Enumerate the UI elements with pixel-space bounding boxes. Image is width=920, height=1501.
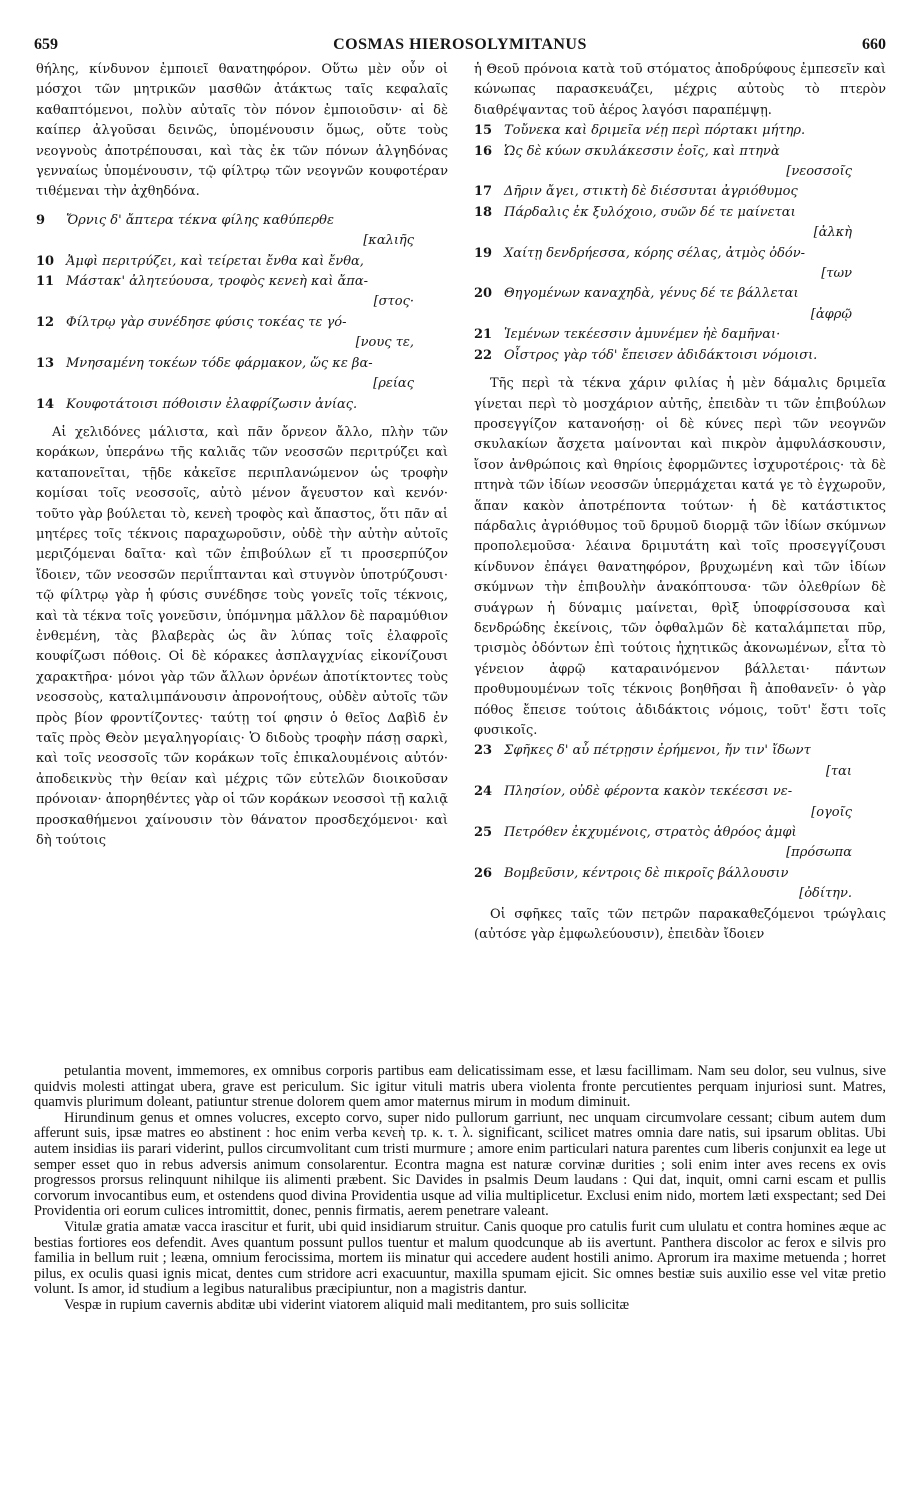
verse-line <box>36 354 448 374</box>
verse-text: Βομβεῦσιν, κέντροις δὲ πικροῖς βάλλουσιν <box>504 865 789 881</box>
verse-text: Σφῆκες δ' αὖ πέτρῃσιν ἐρήμενοι, ἤν τιν' ἴδωντ <box>504 743 811 759</box>
verse-number: 24 <box>474 784 493 800</box>
latin-paragraph: petulantia movent, immemores, ex omnibus corporis partibus eam delicatissimam esse, et læsu facillimam. Nam seu dolor, seu vulnus, sive quidvis molesti attingat ubera, grave est periculum. Sic igitur vituli matris ubera violenta fronte percutientes perquam injuriosi sunt. Matres, quamvis plurimum doleant, patiuntur strenue dolorem quem amor maternus mirum in modum diminuit. <box>34 1063 886 1111</box>
verse-text: Ἱεμένων τεκέεσσιν ἀμυνέμεν ἠὲ δαμῆναι· <box>504 327 781 343</box>
verse-line <box>474 244 886 264</box>
verse-continuation: [ἀλκὴ <box>813 225 852 241</box>
running-title: COSMAS HIEROSOLYMITANUS <box>333 36 587 53</box>
page-number-left: 659 <box>34 36 58 53</box>
verse-line <box>474 284 886 304</box>
verse-text: Δῆριν ἄγει, στικτὴ δὲ διέσσυται ἀγριόθυμος <box>504 184 798 200</box>
verse-number: 25 <box>474 825 493 841</box>
greek-prose-paragraph: Αἱ χελιδόνες μάλιστα, καὶ πᾶν ὄρνεον ἄλλο, πλὴν τῶν κοράκων, ὑπεράνω τῆς καλιᾶς τῶν νεοσσῶν περιτρύζει καὶ καταπονεῖται, τῇδε κἀκεῖσε περιπλανώμενον ὡς τροφὴν κομίσαι τοῖς νεοσσοῖς, αὐτὸ μένον ἄγευστον καὶ κενόν· τοῦτο γὰρ βούλεται τὸ, κενεὴ τροφὸς καὶ ἄπαστος, ὅτι πᾶν αἱ μητέρες τοῖς τέκνοις παραχωροῦσιν, οὐδὲ τὴν αὐτὴν αὐτοῖς μεριζόμεναι δαῖτα· καὶ τῶν ἐπιβούλων εἴ τι προσερπύζον ἴδοιεν, τῶν νεοσσῶν περιΐπτανται καὶ στυγνὸν ὑποτρύζουσι· τῷ φίλτρῳ γὰρ ἡ φύσις συνέδησε τοὺς γονεῖς τοῖς τέκνοις, καὶ τὰ τέκνα τοῖς γονεῦσιν, ὑπόμνημα μᾶλλον δὲ παραμύθιον ἐνθεμένη, τὰς βλαβερὰς ὡς ἂν λύπας τοῖς ἐλαφροῖς κουφίζωσι πόθοις. Οἱ δὲ κόρακες ἀσπλαγχνίας εἰκονίζουσι χαρακτῆρα· μόνοι γὰρ τῶν ἄλλων ὀρνέων ἀποτίκτοντες τοὺς νεοσσοὺς, καταλιμπάνουσιν ἀπρονοήτους, οὐδὲν αὐτοῖς τῶν πρὸς βίον φροντίζοντες· ταύτῃ τοί φησιν ὁ θεῖος Δαβὶδ ἐν ταῖς πρὸς Θεὸν μεγαληγορίαις· Ὁ διδοὺς τροφὴν πάσῃ σαρκὶ, καὶ τοῖς νεοσσοῖς τῶν κοράκων τοῖς ἐπικαλουμένοις αὐτόν· ἀποδεικνὺς τὴν θείαν καὶ μέχρις τῶν εὐτελῶν διοικοῦσαν πρόνοιαν· ἀπορηθέντες γὰρ οἱ τῶν κοράκων νεοσσοὶ τῇ καλιᾷ προσκαθήμενοι χαίνουσιν τὸν θάνατον προσδεχόμενοι· καὶ δὴ τούτοις <box>36 424 448 849</box>
verse-text: Χαίτῃ δενδρήεσσα, κόρης σέλας, ἀτμὸς ὀδόν- <box>504 245 806 261</box>
verse-number: 20 <box>474 286 493 302</box>
running-header <box>34 36 886 56</box>
verse-text: Θηγομένων καναχηδὰ, γένυς δέ τε βάλλεται <box>504 286 799 302</box>
latin-paragraph: Vitulæ gratia amatæ vacca irascitur et furit, ubi quid insidiarum struitur. Canis quoque pro catulis furit cum ululatu et contra homines æque ac bestias fortiores eos defendit. Aves quantum possunt pullos tuentur et malum quodcunque ab iis avertunt. Panthera discolor ac ferox e silvis pro familia in bellum ruit ; leæna, omnium ferocissima, mortem iis minatur qui accedere audent hostili animo. Aprorum ira maxime metuenda ; horret pilus, ex oculis quasi ignis micat, dentes cum stridore acri exacuuntur, maxilla spumam ejicit. Sic omnes bestiæ suis auxilio esse vel vitæ pretio volunt. Is amor, id studium a legibus naturalibus præcipiuntur, non a magistris dantur. <box>34 1218 886 1298</box>
latin-translation <box>34 1064 886 1314</box>
verse-continuation: [ογοῖς <box>811 804 852 820</box>
verse-number: 22 <box>474 347 493 363</box>
verse-text: Ἀμφὶ περιτρύζει, καὶ τείρεται ἔνθα καὶ ἔνθα, <box>66 253 364 269</box>
verse-continuation: [ἀφρῷ <box>810 306 852 322</box>
greek-prose-paragraph: Οἱ σφῆκες ταῖς τῶν πετρῶν παρακαθεζόμενοι τρώγλαις (αὐτόσε γὰρ ἐμφωλεύουσιν), ἐπειδὰν ἴδοιεν <box>474 906 886 943</box>
verse-number: 18 <box>474 204 493 220</box>
verse-line <box>36 395 448 415</box>
verse-text: Ὄρνις δ' ἄπτερα τέκνα φίλης καθύπερθε <box>66 212 334 228</box>
verse-text: Οἶστρος γὰρ τόδ' ἔπεισεν ἀδιδάκτοισι νόμοισι. <box>504 347 818 363</box>
verse-continuation: [ται <box>825 763 852 779</box>
verse-text: Φίλτρῳ γὰρ συνέδησε φύσις τοκέας τε γό- <box>66 314 347 330</box>
verse-number: 14 <box>36 396 55 412</box>
verse-line <box>474 121 886 141</box>
verse-line <box>474 182 886 202</box>
greek-prose-paragraph: ἡ Θεοῦ πρόνοια κατὰ τοῦ στόματος ἀποδρύφους ἐμπεσεῖν καὶ κώνωπας παρασκευάζει, μέχρις αὐτοὺς τὸ πτερὸν διαθρέψαντας τοῦ ἀέρος λαγόσι παραπέμψῃ. <box>474 62 886 118</box>
verse-line <box>474 142 886 162</box>
verse-line <box>474 346 886 366</box>
verse-line <box>36 252 448 272</box>
verse-continuation: [ὀδίτην. <box>799 886 852 902</box>
verse-continuation: [νους τε, <box>355 335 414 351</box>
verse-text: Πάρδαλις ἐκ ξυλόχοιο, συῶν δέ τε μαίνεται <box>504 204 796 220</box>
verse-number: 17 <box>474 184 493 200</box>
verse-line <box>474 782 886 802</box>
verse-text: Τοὔνεκα καὶ δριμεῖα νέῃ περὶ πόρτακι μήτηρ. <box>504 123 806 139</box>
verse-line <box>474 741 886 761</box>
greek-prose-paragraph: Τῆς περὶ τὰ τέκνα χάριν φιλίας ἡ μὲν δάμαλις δριμεῖα γίνεται περὶ τὸ μοσχάριον αὐτῆς, ἐπειδὰν τι τῶν ἐπιβούλων προσεγγίζον κατανοήσῃ· οἱ δὲ κύνες περὶ τῶν νεογνῶν σκυλακίων ἄσχετα μαίνονται καὶ πικρὸν ἀμφυλάσκουσιν, ἴσον ἀνθρώποις καὶ θηρίοις ἐφορμῶντες ἰσχυροτέροις· τὰ δὲ πτηνὰ τῶν ἰδίων νεοσσῶν ὑπερμάχεται κατά γε τὸ ἐγχωροῦν, ἅπαν κακὸν ἀποτρέποντα τούτων· ἡ δὲ κατάστικτος πάρδαλις ἀγριόθυμος τοῦ δρυμοῦ διορμᾷ τῶν ἰδίων σκύμνων προπολεμοῦσα· λέαινα δριμυτάτη καὶ τοῖς προσεγγίζουσι κίνδυνον ἐπάγει θανατηφόρον, βρυχωμένη καὶ τῶν ἰδίων σκύμνων τὴν ἐπιβουλὴν ἀνακόπτουσα· τῶν ὀλεθρίων δὲ συάγρων ἡ δύναμις μαίνεται, θρὶξ ὑποφρίσσουσα καὶ δενδρώδης ἐκείνοις, τῶν ὀφθαλμῶν δὲ καταλάμπεται πῦρ, τρισμὸς ὀδόντων ἐπὶ τούτοις ἠχητικῶς ἀκονωμένων, εἶτα τὸ γένειον ἀφρῷ καταραινόμενον βάλλεται· πάντων προθυμουμένων τοῖς τέκνοις βοηθῆσαι ἢ ἀποθανεῖν· ὁ γὰρ πόθος ἔπεισε τούτοις ἀδιδάκτοις νόμοις, τοῦτ' ἔστι τοῖς φυσικοῖς. <box>474 376 886 738</box>
verse-continuation: [πρόσωπα <box>786 845 852 861</box>
left-column <box>36 60 448 851</box>
verse-line <box>474 203 886 223</box>
verse-text: Κουφοτάτοισι πόθοισιν ἐλαφρίζωσιν ἀνίας. <box>66 396 358 412</box>
verse-continuation: [νεοσσοῖς <box>786 164 852 180</box>
verse-line <box>36 313 448 333</box>
verse-continuation: [των <box>821 266 852 282</box>
verse-line <box>474 864 886 884</box>
verse-line <box>474 325 886 345</box>
verse-continuation: [στος· <box>373 294 414 310</box>
verse-number: 15 <box>474 123 493 139</box>
greek-prose-paragraph: θήλης, κίνδυνον ἐμποιεῖ θανατηφόρον. Οὕτω μὲν οὖν οἱ μόσχοι τῶν μητρικῶν μασθῶν ἀτάκτως ταῖς κεφαλαῖς καθαπτόμενοι, πολὺν αὐταῖς τὸν πόνον ἐμποιοῦσιν· αἱ δὲ καίπερ ἀλγοῦσαι δεινῶς, ὑπομένουσιν ὅμως, οὔτε τοὺς νεογνοὺς ἀποτρέπουσαι, καὶ τὰς ἐκ τῶν πόνων ἀλγηδόνας γενναίως ὑπομένουσιν, τῷ φίλτρῳ τῶν νεογνῶν κουφοτέραν τιθέμεναι τὴν ἀχθηδόνα. <box>36 62 448 200</box>
verse-text: Μνησαμένη τοκέων τόδε φάρμακον, ὥς κε βα- <box>66 355 373 371</box>
verse-line <box>36 272 448 292</box>
verse-number: 13 <box>36 355 55 371</box>
verse-number: 21 <box>474 327 493 343</box>
page-number-right: 660 <box>862 36 886 53</box>
verse-line <box>474 823 886 843</box>
verse-text: Πετρόθεν ἐκχυμένοις, στρατὸς ἀθρόος ἀμφὶ <box>504 825 797 841</box>
verse-number: 12 <box>36 314 55 330</box>
verse-number: 11 <box>36 274 55 290</box>
latin-paragraph: Hirundinum genus et omnes volucres, excepto corvo, super nido pullorum garriunt, nec unquam circumvolare cessant; cibum autem dum afferunt suis, ipsæ matres eo abstinent : hoc enim verba κενεὴ τρ. κ. τ. λ. significant, scilicet matres omnia dare natis, sui ipsarum oblitas. Ubi autem insidias iis parari viderint, pullos circumvolitant cum tristi murmure ; amore enim particulari natura parentes cum liberis conjunxit ea lege ut semper esset quo in rebus adversis animum consolarentur. Econtra magna est naturæ corvinæ durities ; soli enim inter aves recens ex ovis progressos prorsus relinquunt nihilque iis alimenti præbent. Sic Davides in psalmis Deum laudans : Qui dat, inquit, omni carni escam et pullis corvorum invocantibus eum, et ostendens quod divina Providentia usque ad vilia multiplicetur. Exclusi enim nido, mortem læti exspectant; sed Dei Providentia ori eorum culices intromittit, donec, pennis firmatis, aerem penetrare valeant. <box>34 1109 886 1220</box>
right-column <box>474 60 886 945</box>
verse-number: 10 <box>36 253 55 269</box>
verse-number: 9 <box>36 212 46 228</box>
verse-continuation: [καλιῆς <box>363 233 414 249</box>
verse-number: 23 <box>474 743 493 759</box>
verse-continuation: [ρείας <box>373 376 414 392</box>
verse-number: 19 <box>474 245 493 261</box>
verse-text: Πλησίον, οὐδὲ φέροντα κακὸν τεκέεσσι νε- <box>504 784 793 800</box>
verse-text: Μάστακ' ἀλητεύουσα, τροφὸς κενεὴ καὶ ἄπα- <box>66 274 369 290</box>
verse-number: 26 <box>474 865 493 881</box>
latin-paragraph: Vespæ in rupium cavernis abditæ ubi viderint viatorem aliquid mali meditantem, pro suis sollicitæ <box>64 1296 630 1313</box>
verse-line <box>36 211 448 231</box>
verse-text: Ὡς δὲ κύων σκυλάκεσσιν ἑοῖς, καὶ πτηνὰ <box>504 143 780 159</box>
verse-number: 16 <box>474 143 493 159</box>
